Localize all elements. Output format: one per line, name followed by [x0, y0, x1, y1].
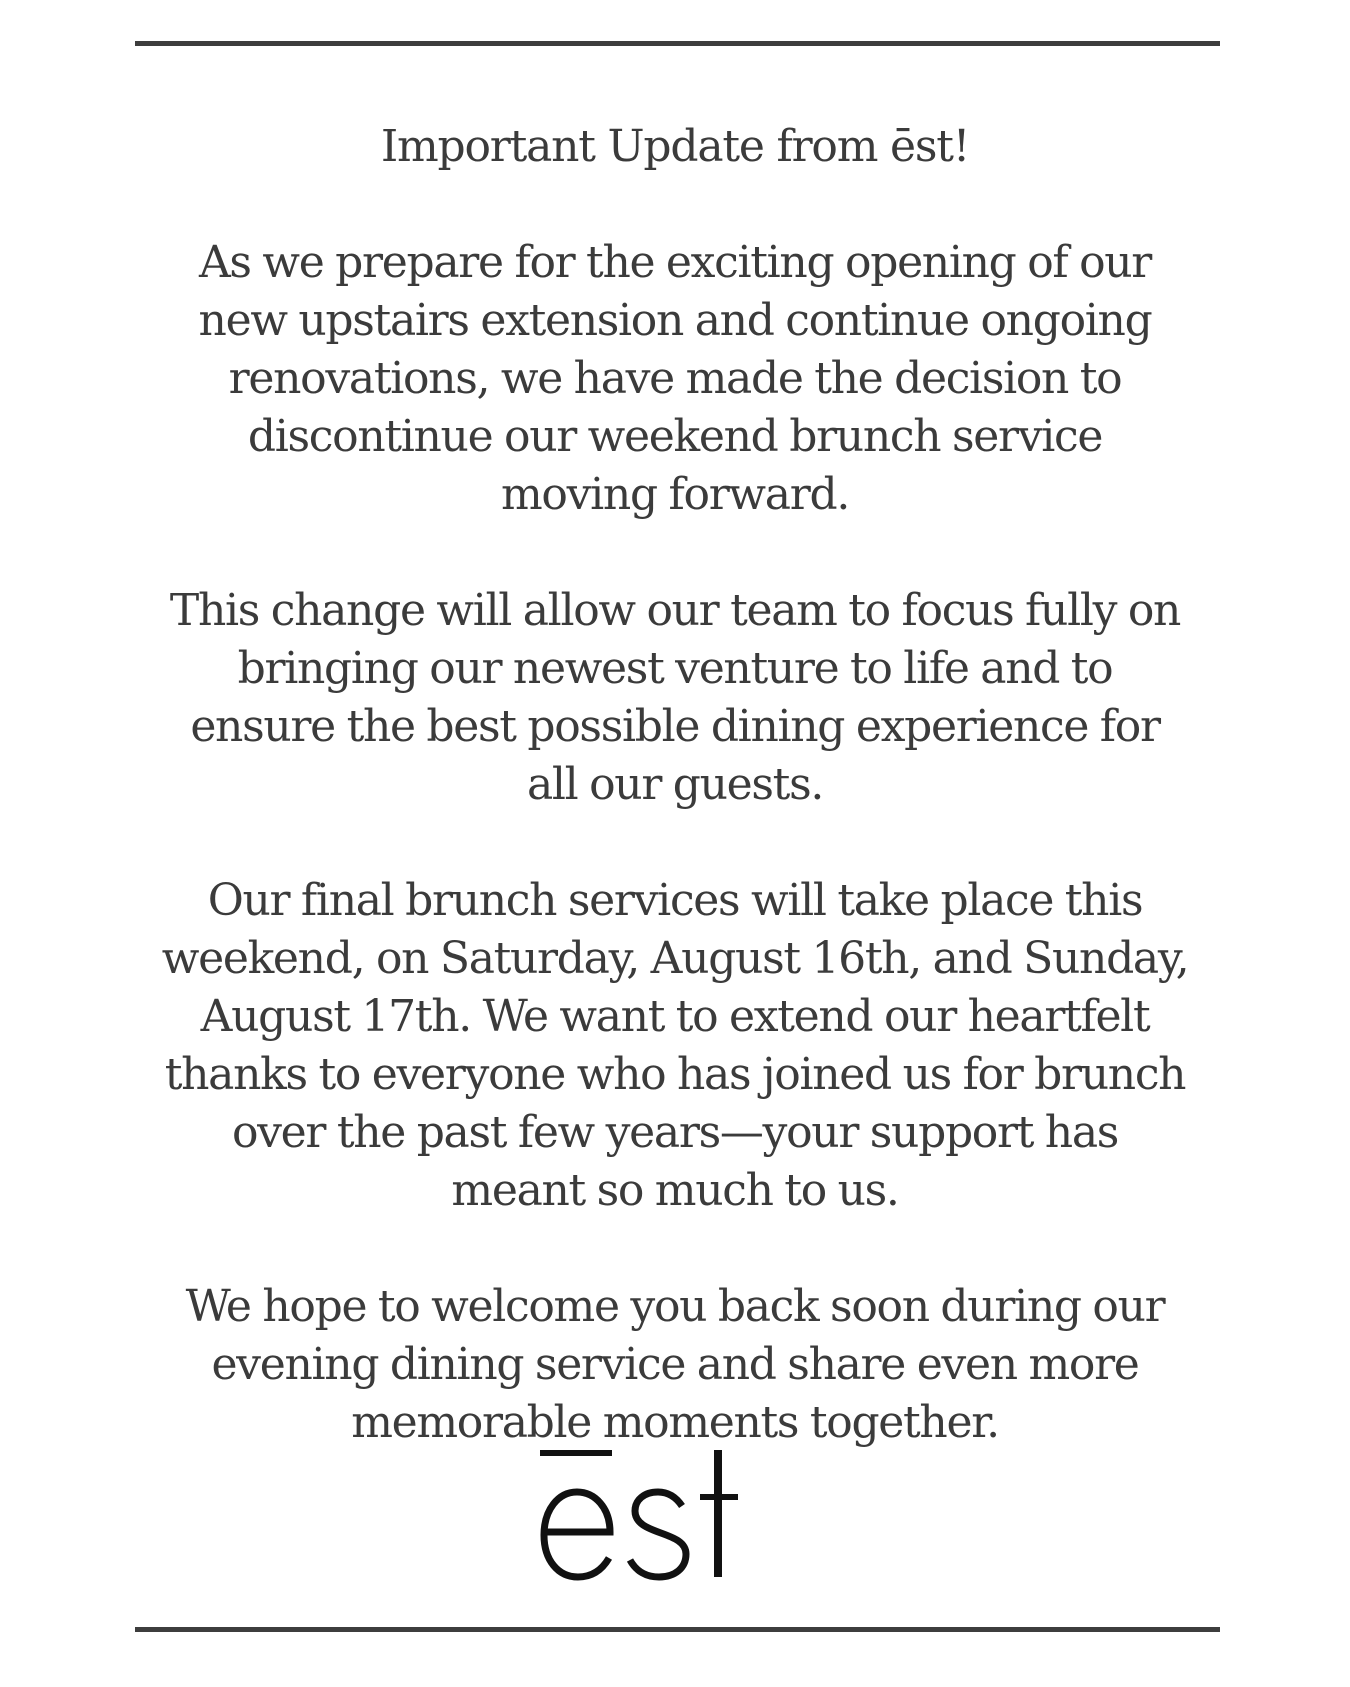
notice-paragraph-2: This change will allow our team to focus fully on bringing our newest venture to life and to ensure the best possible dining experience for all our guests.	[169, 585, 1181, 810]
notice-body	[160, 118, 1190, 1452]
est-logo	[540, 1450, 810, 1620]
notice-title: Important Update from ēst!	[380, 121, 970, 172]
notice-paragraph-1: As we prepare for the exciting opening of our new upstairs extension and continue ongoing renovations, we have made the decision to discontinue our weekend brunch service moving forward.	[198, 237, 1152, 520]
top-divider	[135, 41, 1220, 46]
notice-paragraph-3: Our final brunch services will take place this weekend, on Saturday, August 16th, and Sunday, August 17th. We want to extend our heartfelt thanks to everyone who has joined us for brunch over the past few years—your support has meant so much to us.	[161, 875, 1189, 1216]
bottom-divider	[135, 1627, 1220, 1632]
notice-paragraph-4: We hope to welcome you back soon during our evening dining service and share even more memorable moments together.	[185, 1281, 1165, 1448]
